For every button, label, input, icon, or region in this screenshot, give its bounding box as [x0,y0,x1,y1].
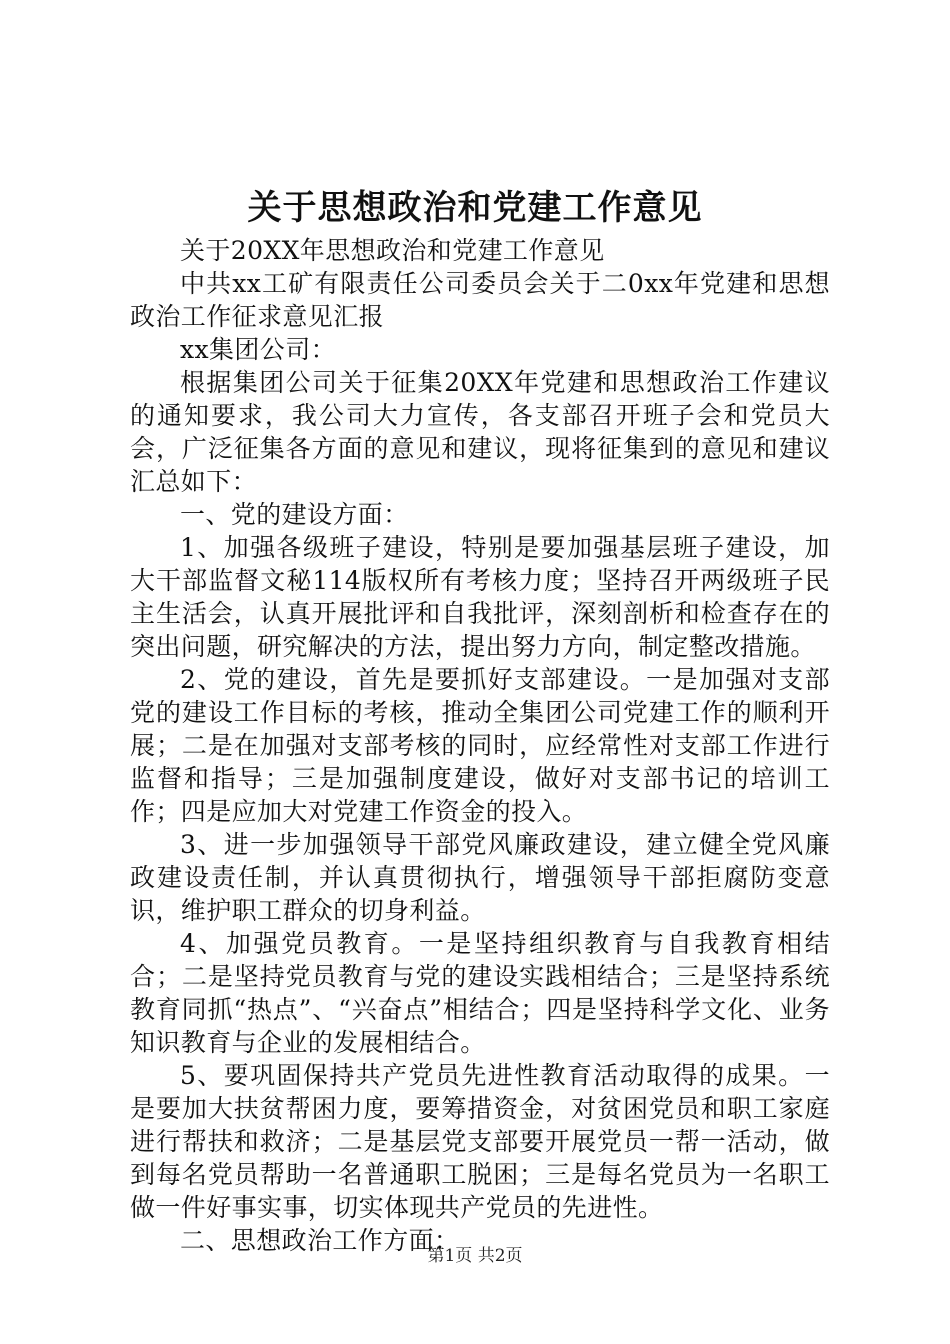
section-heading-party-building: 一、党的建设方面： [180,500,409,529]
report-heading-paragraph: 中共xx工矿有限责任公司委员会关于二0xx年党建和思想政治工作征求意见汇报 [130,269,830,331]
section-heading-ideological-work: 二、思想政治工作方面： [180,1226,460,1255]
item-paragraph-4: 4、加强党员教育。一是坚持组织教育与自我教育相结合；二是坚持党员教育与党的建设实践相结合；三是坚持系统教育同抓“热点”、“兴奋点”相结合；四是坚持科学文化、业务知识教育与企业的发展相结合。 [130,929,830,1057]
subtitle-paragraph: 关于20XX年思想政治和党建工作意见 [180,236,605,265]
salutation-paragraph: xx集团公司： [180,335,336,364]
document-body [130,234,830,1257]
item-paragraph-5: 5、要巩固保持共产党员先进性教育活动取得的成果。一是要加大扶贫帮困力度，要筹措资金，对贫困党员和职工家庭进行帮扶和救济；二是基层党支部要开展党员一帮一活动，做到每名党员帮助一名普通职工脱困；三是每名党员为一名职工做一件好事实事，切实体现共产党员的先进性。 [130,1061,830,1222]
intro-paragraph: 根据集团公司关于征集20XX年党建和思想政治工作建议的通知要求，我公司大力宣传，各支部召开班子会和党员大会，广泛征集各方面的意见和建议，现将征集到的意见和建议汇总如下： [130,368,830,496]
document-title: 关于思想政治和党建工作意见 [247,188,703,228]
page-number-footer: 第1页 共2页 [427,1246,523,1266]
item-paragraph-1: 1、加强各级班子建设，特别是要加强基层班子建设，加大干部监督文秘114版权所有考核力度；坚持召开两级班子民主生活会，认真开展批评和自我批评，深刻剖析和检查存在的突出问题，研究解决的方法，提出努力方向，制定整改措施。 [130,533,830,661]
item-paragraph-3: 3、进一步加强领导干部党风廉政建设，建立健全党风廉政建设责任制，并认真贯彻执行，增强领导干部拒腐防变意识，维护职工群众的切身利益。 [130,830,830,925]
item-paragraph-2: 2、党的建设，首先是要抓好支部建设。一是加强对支部党的建设工作目标的考核，推动全集团公司党建工作的顺利开展；二是在加强对支部考核的同时，应经常性对支部工作进行监督和指导；三是加强制度建设，做好对支部书记的培训工作；四是应加大对党建工作资金的投入。 [130,665,830,826]
